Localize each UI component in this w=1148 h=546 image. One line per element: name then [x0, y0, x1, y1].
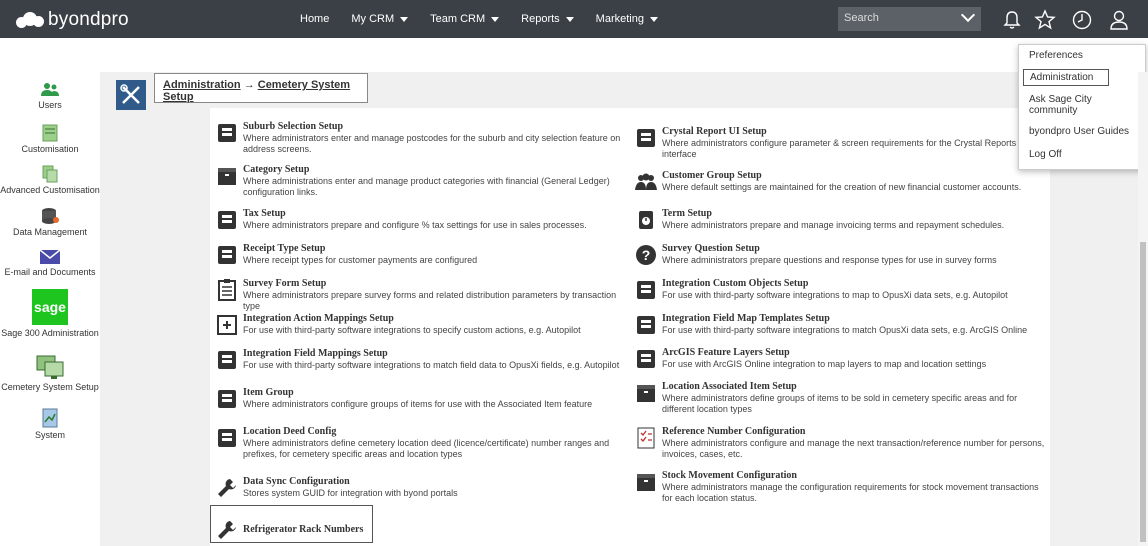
setup-entry-title[interactable]: Integration Field Mappings Setup — [243, 348, 388, 359]
nav-reports[interactable] — [521, 13, 574, 25]
mailbox-icon — [215, 121, 239, 145]
menu-item-administration[interactable]: Administration — [1023, 69, 1109, 86]
setup-entry-title[interactable]: Suburb Selection Setup — [243, 121, 344, 132]
logo-text: byondpro — [48, 9, 129, 30]
layers-icon — [634, 347, 658, 371]
setup-entry-description: Where receipt types for customer payments are configured — [243, 255, 478, 265]
map-templates-icon — [634, 313, 658, 337]
setup-entry-description: Where administrators prepare and manage invoicing terms and repayment schedules. — [662, 220, 1005, 230]
nav-marketing-label: Marketing — [595, 13, 644, 25]
scrollbar-thumb[interactable] — [1140, 242, 1146, 542]
wrench-icon — [215, 476, 239, 500]
category-icon — [215, 164, 239, 188]
add-box-icon — [215, 313, 239, 337]
setup-entry-title[interactable]: Term Setup — [662, 208, 712, 219]
setup-entry-description: For use with third-party software integrations to map to OpusXi data sets, e.g. Autopilot — [662, 290, 1008, 300]
menu-item-preferences[interactable]: Preferences — [1029, 50, 1083, 61]
system-icon — [42, 408, 58, 428]
custom-objects-icon — [634, 278, 658, 302]
nav-team-crm-label: Team CRM — [430, 13, 486, 25]
group-icon — [634, 170, 658, 194]
sidebar-item-label: Data Management — [12, 227, 88, 237]
sidebar-item-label: System — [34, 430, 65, 440]
nav-team-crm[interactable] — [430, 13, 499, 25]
report-icon — [634, 126, 658, 150]
page-scrollbar[interactable] — [1138, 72, 1148, 546]
setup-entry-description: Stores system GUID for integration with byond portals — [243, 488, 458, 498]
nav-my-crm[interactable] — [351, 13, 408, 25]
selected-entry-highlight — [210, 505, 373, 543]
deed-map-icon — [215, 426, 239, 450]
box-stack-icon — [634, 470, 658, 494]
question-icon — [634, 243, 658, 267]
setup-entry-description: Where administrators prepare questions and response types for use in survey forms — [662, 255, 997, 265]
admin-sidebar — [0, 72, 100, 546]
search-input[interactable] — [838, 7, 981, 31]
setup-entry-description: Where administrators configure groups of items for use with the Associated Item feature — [243, 399, 593, 409]
sidebar-item-label: Sage 300 Administration — [1, 328, 99, 338]
sidebar-item-label: Cemetery System Setup — [1, 382, 99, 392]
cloud-logo-icon — [16, 12, 44, 28]
nav-home[interactable] — [300, 13, 329, 25]
user-icon[interactable] — [1108, 9, 1130, 31]
setup-entry-description: Where administrators prepare survey forms and related distribution parameters by transaction type — [243, 290, 617, 311]
breadcrumb — [154, 73, 368, 103]
sage-logo: sage — [32, 289, 68, 325]
setup-entry-description: Where administrators manage the configuration requirements for stock movement transactions for each location status. — [662, 482, 1039, 503]
chevron-down-icon[interactable] — [961, 8, 975, 22]
caret-down-icon — [650, 17, 658, 22]
envelope-icon — [40, 249, 60, 265]
main-nav — [300, 0, 680, 38]
nav-my-crm-label: My CRM — [351, 13, 395, 25]
setup-entry-title[interactable]: Location Associated Item Setup — [662, 381, 797, 392]
clipboard-icon — [215, 278, 239, 302]
setup-entry-description: For use with third-party software integrations to match field data to OpusXi fields, e.g. Autopilot — [243, 360, 620, 370]
sidebar-item-email-documents[interactable] — [0, 249, 100, 277]
sidebar-item-data-management[interactable] — [0, 207, 100, 237]
setup-entry-title[interactable]: Receipt Type Setup — [243, 243, 326, 254]
setup-entry-description: Where administrators define groups of items to be sold in cemetery specific areas and for different location types — [662, 393, 1018, 414]
svg-text:?: ? — [641, 247, 651, 263]
setup-entry-title[interactable]: Crystal Report UI Setup — [662, 126, 767, 137]
database-icon — [41, 207, 59, 225]
user-menu-dropdown — [1018, 44, 1146, 170]
sidebar-item-cemetery-system-setup[interactable] — [0, 354, 100, 392]
star-icon[interactable] — [1034, 9, 1056, 31]
caret-down-icon — [491, 17, 499, 22]
sidebar-item-sage-300[interactable] — [0, 289, 100, 338]
tax-icon — [215, 208, 239, 232]
setup-entry-description: For use with ArcGIS Online integration to map layers to map and location settings — [662, 359, 987, 369]
setup-entry-description: Where administrators configure and manage the next transaction/reference number for persons, invoices, cases, etc. — [662, 438, 1045, 459]
sidebar-item-label: E-mail and Documents — [4, 267, 96, 277]
advanced-customisation-icon — [42, 165, 58, 183]
admin-tools-icon — [116, 80, 146, 110]
setup-entry-title[interactable]: Survey Form Setup — [243, 278, 327, 289]
field-mapping-icon — [215, 348, 239, 372]
nav-home-label: Home — [300, 13, 330, 25]
nav-reports-label: Reports — [521, 13, 560, 25]
customisation-icon — [42, 124, 58, 142]
clock-icon[interactable] — [1071, 9, 1093, 31]
caret-down-icon — [566, 17, 574, 22]
nav-marketing[interactable] — [596, 13, 658, 25]
setup-entry-title[interactable]: Integration Action Mappings Setup — [243, 313, 394, 324]
setup-entry-description: For use with third-party software integrations to specify custom actions, e.g. Autopilot — [243, 325, 581, 335]
sidebar-item-users[interactable] — [0, 82, 100, 110]
caret-down-icon — [400, 17, 408, 22]
setup-entry-description: Where default settings are maintained for the creation of new financial customer accounts. — [662, 182, 1022, 192]
search-placeholder: Search — [844, 12, 879, 24]
top-navigation-bar — [0, 0, 1148, 38]
bell-icon[interactable] — [1001, 9, 1023, 31]
cash-register-icon — [215, 243, 239, 267]
setup-entry-title[interactable]: Location Deed Config — [243, 426, 337, 437]
sidebar-item-system[interactable] — [0, 408, 100, 440]
users-icon — [41, 82, 59, 98]
setup-entry-title[interactable]: ArcGIS Feature Layers Setup — [662, 347, 790, 358]
setup-entry-description: Where administrators define cemetery location deed (licence/certificate) number ranges and prefixes, for cemetery specific areas and location types — [243, 438, 610, 459]
setup-entry-description: Where administrators enter and manage postcodes for the suburb and city selection feature on address screens. — [243, 133, 621, 154]
sidebar-item-label: Customisation — [21, 144, 79, 154]
breadcrumb-administration-link[interactable]: Administration — [163, 79, 241, 91]
setup-entry-title[interactable]: Item Group — [243, 387, 294, 398]
sub-header-bar — [0, 38, 1148, 72]
byondpro-logo[interactable] — [16, 8, 129, 32]
breadcrumb-separator: → — [243, 79, 255, 91]
checklist-icon — [634, 426, 658, 450]
setup-entry-description: Where administrators prepare and configure % tax settings for use in sales processes. — [243, 220, 587, 230]
setup-entry-description: Where administrators configure parameter & screen requirements for the Crystal Reports interface — [662, 138, 1017, 159]
sidebar-item-label: Users — [38, 100, 62, 110]
setup-entry-title[interactable]: Integration Custom Objects Setup — [662, 278, 809, 289]
box-open-icon — [215, 387, 239, 411]
setup-entry-title[interactable]: Data Sync Configuration — [243, 476, 350, 487]
setup-entry-title[interactable]: Customer Group Setup — [662, 170, 762, 181]
menu-item-ask-sage-city[interactable]: Ask Sage City community — [1029, 94, 1092, 116]
setup-entry-title[interactable]: Refrigerator Rack Numbers — [243, 524, 364, 535]
setup-entry-title[interactable]: Tax Setup — [243, 208, 286, 219]
sidebar-item-label: Advanced Customisation — [0, 185, 100, 195]
setup-entry-description: For use with third-party software integrations to match OpusXi data sets, e.g. ArcGIS Online — [662, 325, 1028, 335]
setup-entry-title[interactable]: Survey Question Setup — [662, 243, 760, 254]
menu-item-user-guides[interactable]: byondpro User Guides — [1029, 126, 1130, 137]
sidebar-item-customisation[interactable] — [0, 124, 100, 154]
timer-icon — [634, 208, 658, 232]
setup-entry-title[interactable]: Reference Number Configuration — [662, 426, 806, 437]
box-stack-icon — [634, 381, 658, 405]
monitor-icon — [35, 354, 65, 380]
menu-item-log-off[interactable]: Log Off — [1029, 149, 1062, 160]
setup-entry-title[interactable]: Stock Movement Configuration — [662, 470, 797, 481]
sidebar-item-advanced-customisation[interactable] — [0, 165, 100, 195]
breadcrumb-cemetery-link[interactable]: Cemetery System Setup — [163, 79, 351, 103]
setup-entry-description: Where administrations enter and manage product categories with financial (General Ledger) configuration links. — [243, 176, 610, 197]
setup-entry-title[interactable]: Integration Field Map Templates Setup — [662, 313, 830, 324]
setup-entry-title[interactable]: Category Setup — [243, 164, 310, 175]
